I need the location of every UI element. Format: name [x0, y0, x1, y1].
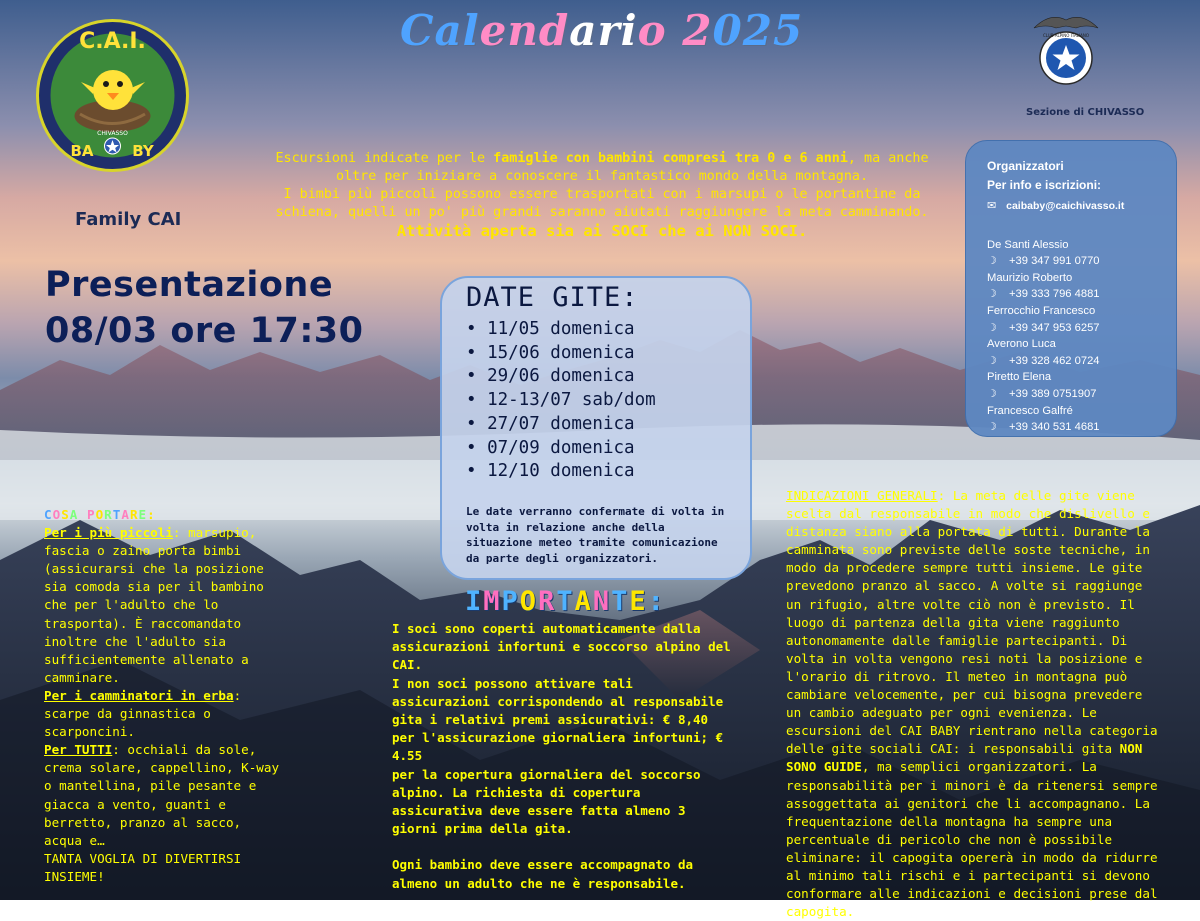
club-alpino-italiano-logo: [1030, 6, 1102, 92]
title-letter: l: [462, 6, 480, 55]
important-title-letter: R: [538, 586, 557, 617]
title-letter: 0: [712, 6, 743, 55]
what-to-bring-walkers-label: Per i camminatori in erba: [44, 687, 234, 703]
what-to-bring-title: [44, 506, 284, 524]
logo-text-by: BY: [132, 142, 154, 160]
contact-phone[interactable]: +39 347 991 0770: [1009, 255, 1100, 268]
title-letter: 2: [682, 6, 713, 55]
envelope-icon: ✉: [987, 200, 997, 212]
important-title-letter: A: [574, 586, 593, 617]
logo-top-text: C.A.I.: [79, 29, 146, 54]
title-letter: i: [620, 6, 638, 55]
important-title-letter: M: [483, 586, 502, 617]
important-p2: I non soci possono attivare tali assicurazioni corrispondendo al responsabile gita i relativi premi assicurativi: € 8,40 per l'assicurazione giornaliera infortuni; € 4.55: [392, 675, 724, 764]
important-title-letter: N: [592, 586, 612, 617]
organizers-panel: [987, 157, 1167, 436]
phone-icon: ☽: [987, 288, 998, 301]
general-info-text2: , ma semplici organizzatori. La responsabilità per i minori è da ritenersi sempre assoggettata ai genitori che li accompagnano. La frequentazione della montagna ha sempre una percentuale di pericolo che non è possibile eliminare: il capogita opererà in modo da ridurre al minimo tali rischi e i partecipanti si devono conformare alle indicazioni e decisioni prese dal capogita.: [786, 759, 1158, 920]
title-letter: n: [507, 6, 539, 55]
contact-phone[interactable]: +39 328 462 0724: [1009, 354, 1100, 367]
what-to-bring-title-letter: A: [69, 507, 79, 522]
family-cai-label: Family CAI: [75, 209, 182, 230]
what-to-bring-small-text: : marsupio, fascia o zaino porta bimbi (assicurarsi che la posizione sia comoda sia per il bambino che per l'adulto che lo trasporta). È raccomandato inoltre che l'adulto sia sufficientemente allenato a camminare.: [44, 525, 264, 685]
what-to-bring-title-letter: O: [95, 507, 105, 522]
contact-phone[interactable]: +39 389 0751907: [1009, 387, 1097, 400]
contact-name: De Santi Alessio: [987, 238, 1069, 251]
what-to-bring-all-text: : occhiali da sole, crema solare, cappellino, K-way o mantellina, pile pesante e giacca a vento, guanti e berretto, pranzo al sacco, acqua e…: [44, 742, 280, 848]
title-letter: 2: [742, 6, 773, 55]
title-letter: o: [637, 6, 667, 55]
date-item: • 27/07 domenica: [466, 413, 656, 437]
title-letter: d: [538, 6, 570, 55]
title-letter: C: [400, 6, 435, 55]
important-title-letter: O: [519, 586, 539, 617]
title-letter: a: [569, 6, 598, 55]
cai-baby-logo: [35, 18, 190, 173]
intro-line1a: Escursioni indicate per le: [275, 151, 494, 166]
title-letter: a: [434, 6, 463, 55]
what-to-bring-title-letter: T: [112, 507, 122, 522]
logo-text-ba: BA: [70, 142, 94, 160]
phone-icon: ☽: [987, 255, 998, 268]
dates-list: [466, 318, 656, 484]
dates-heading: DATE GITE:: [466, 282, 639, 313]
contact-name: Piretto Elena: [987, 371, 1052, 384]
phone-icon: ☽: [987, 354, 998, 367]
important-title-letter: T: [611, 586, 630, 617]
date-item: • 29/06 domenica: [466, 365, 656, 389]
title-letter: r: [597, 6, 621, 55]
phone-icon: ☽: [987, 387, 998, 400]
intro-line1c: , ma anche: [847, 151, 929, 166]
important-p1: I soci sono coperti automaticamente dalla assicurazioni infortuni e soccorso alpino del CAI.: [392, 621, 731, 673]
organizers-email[interactable]: caibaby@caichivasso.it: [1006, 200, 1125, 212]
intro-text: [262, 150, 942, 240]
what-to-bring-title-letter: P: [86, 507, 96, 522]
presentation-heading: [45, 262, 364, 354]
section-label: Sezione di CHIVASSO: [1026, 107, 1145, 118]
organizers-info-label: Per info e iscrizioni:: [987, 178, 1102, 192]
general-info-bold: NON SONO GUIDE: [786, 741, 1143, 775]
important-title-letter: T: [556, 586, 575, 617]
intro-line2: oltre per iniziare a conoscere il fantastico mondo della montagna.: [335, 169, 869, 184]
what-to-bring-title-letter: A: [121, 507, 130, 522]
presentation-label: Presentazione: [45, 265, 334, 305]
what-to-bring-closing: TANTA VOGLIA DI DIVERTIRSI INSIEME!: [44, 850, 242, 884]
important-title-letter: :: [647, 586, 666, 617]
what-to-bring-title-letter: :: [147, 507, 156, 522]
general-info-section: [786, 487, 1161, 921]
contact-name: Ferrocchio Francesco: [987, 304, 1096, 317]
important-title: [465, 586, 666, 617]
phone-icon: ☽: [987, 421, 998, 434]
title-letter: [667, 6, 683, 55]
important-title-letter: E: [629, 586, 648, 617]
general-info-title: INDICAZIONI GENERALI: [786, 488, 938, 503]
logo-ring-text: CHIVASSO: [97, 130, 128, 137]
what-to-bring-title-letter: R: [104, 507, 113, 522]
date-item: • 11/05 domenica: [466, 318, 656, 342]
what-to-bring-title-letter: S: [61, 507, 70, 522]
what-to-bring-title-letter: O: [52, 507, 62, 522]
contact-phone[interactable]: +39 347 953 6257: [1009, 321, 1100, 334]
what-to-bring-section: [44, 506, 284, 886]
what-to-bring-title-letter: R: [129, 507, 139, 522]
intro-open-to-all: Attività aperta sia ai SOCI che ai NON SOCI.: [396, 222, 808, 240]
date-item: • 15/06 domenica: [466, 342, 656, 366]
dates-note: Le date verranno confermate di volta in volta in relazione anche della situazione meteo tramite comunicazione da parte degli organizzatori.: [466, 505, 725, 565]
organizers-heading: Organizzatori: [987, 159, 1064, 173]
phone-icon: ☽: [987, 321, 998, 334]
intro-line3: I bimbi più piccoli possono essere trasportati con i marsupi o le portantine da: [283, 187, 921, 202]
title-letter: 5: [772, 6, 804, 55]
what-to-bring-title-letter: C: [44, 507, 53, 522]
title-letter: e: [479, 6, 508, 55]
what-to-bring-all-label: Per TUTTI: [44, 742, 113, 758]
contact-name: Averono Luca: [987, 338, 1056, 351]
important-title-letter: P: [501, 586, 520, 617]
contact-phone[interactable]: +39 340 531 4681: [1009, 421, 1100, 434]
right-logo-ring-text: CLUB ALPINO ITALIANO: [1042, 33, 1090, 38]
page-title: [400, 6, 803, 55]
contact-name: Maurizio Roberto: [987, 271, 1073, 284]
important-title-letter: I: [465, 586, 484, 617]
what-to-bring-small-label: Per i più piccoli: [44, 525, 173, 541]
important-section: [392, 620, 737, 893]
intro-line4: schiena, quelli un po' più grandi saranno aiutati raggiungere la meta camminando.: [275, 205, 929, 220]
what-to-bring-title-letter: E: [138, 507, 148, 522]
what-to-bring-title-letter: [78, 507, 87, 522]
what-to-bring-walkers-text: : scarpe da ginnastica o scarponcini.: [44, 687, 242, 740]
contact-name: Francesco Galfré: [987, 404, 1073, 417]
date-item: • 12-13/07 sab/dom: [466, 389, 656, 413]
date-item: • 07/09 domenica: [466, 437, 656, 461]
important-p3: per la copertura giornaliera del soccorso alpino. La richiesta di copertura assicurativa deve essere fatta almeno 3 giorni prima della gita.: [392, 766, 701, 837]
important-p4: Ogni bambino deve essere accompagnato da almeno un adulto che ne è responsabile.: [392, 857, 694, 891]
date-item: • 12/10 domenica: [466, 460, 656, 484]
presentation-date: 08/03 ore 17:30: [45, 311, 364, 351]
contact-phone[interactable]: +39 333 796 4881: [1009, 288, 1100, 301]
intro-line1b: famiglie con bambini compresi tra 0 e 6 anni: [493, 151, 848, 166]
general-info-text1: : La meta delle gite viene scelta dal responsabile in modo che dislivello e distanza siano alla portata di tutti. Durante la camminata sono previste delle soste tecniche, in modo da procedere sempre tutti insieme. Le gite prevedono pranzo al sacco. A volte si raggiunge un rifugio, altre volte ciò non è previsto. Il luogo di partenza della gita viene raggiunto autonomamente dalle famiglie partecipanti. Di volta in volta vengono resi noti la posizione e l'orario di ritrovo. Il meteo in montagna può cambiare velocemente, per cui bisogna prevedere un cambio adeguato per ogni evenienza. Le escursioni del CAI BABY rientrano nella categoria delle gite sociali CAI: i responsabili gita: [786, 488, 1158, 757]
